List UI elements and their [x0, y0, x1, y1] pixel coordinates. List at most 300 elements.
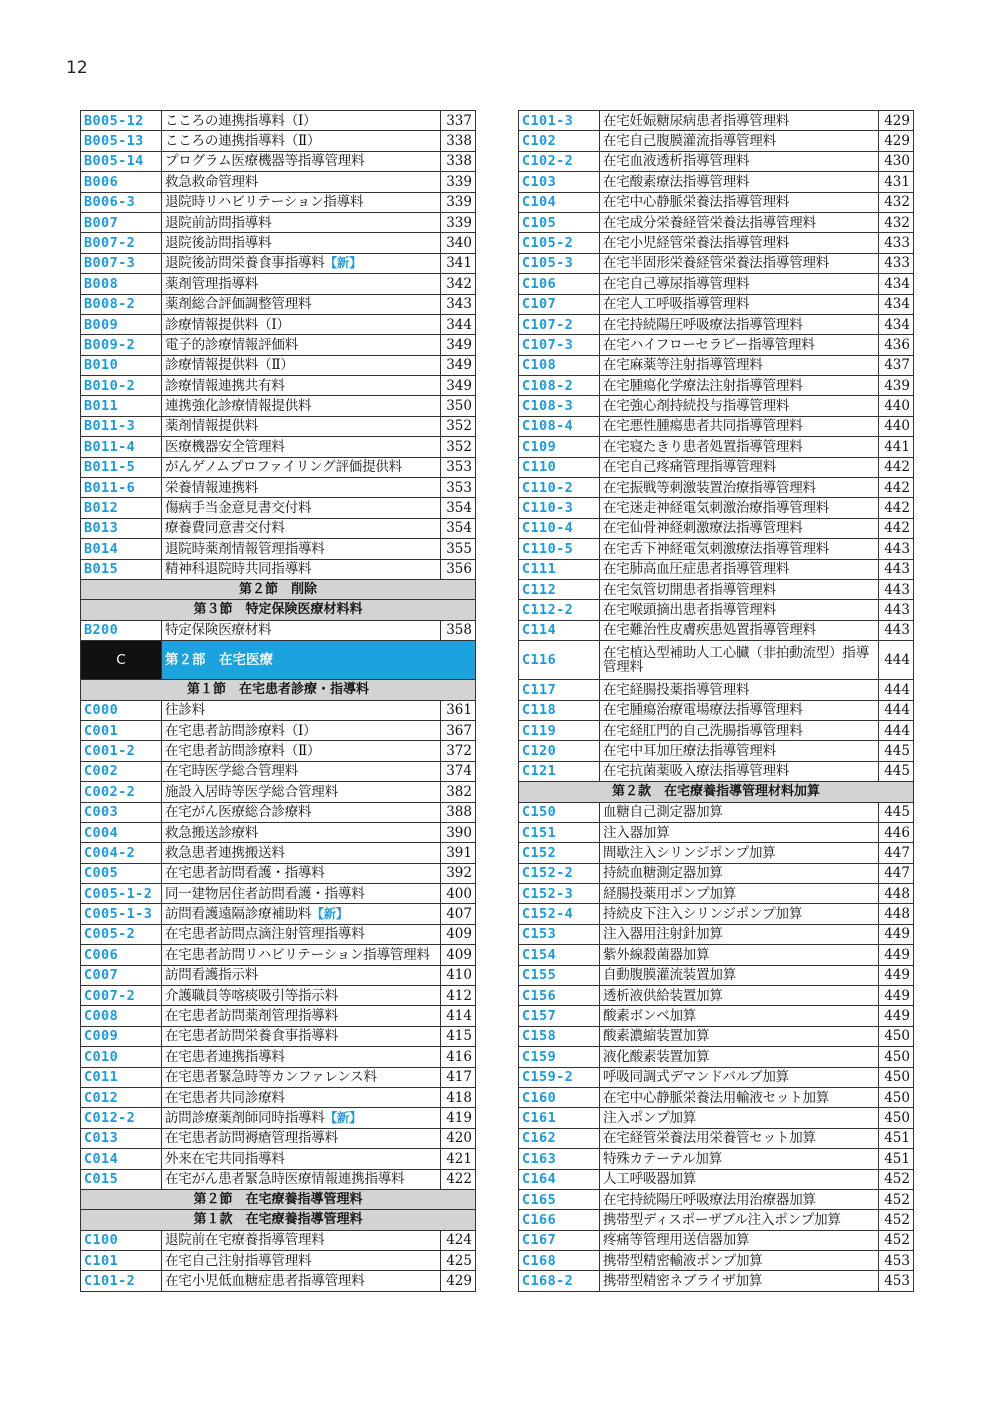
index-entry-row — [519, 274, 914, 294]
index-entry-row — [519, 539, 914, 559]
item-code: C117 — [519, 680, 600, 700]
item-name-text: 在宅中耳加圧療法指導管理料 — [603, 742, 776, 759]
page-ref: 337 — [441, 111, 476, 131]
item-code: B005-13 — [81, 131, 162, 151]
item-name-text: 療養費同意書交付料 — [165, 520, 285, 537]
page-ref: 444 — [879, 680, 914, 700]
item-name-text: 在宅小児経管栄養法指導管理料 — [603, 234, 790, 251]
page-ref: 432 — [879, 212, 914, 232]
item-code: C109 — [519, 437, 600, 457]
index-entry-row — [519, 700, 914, 720]
page-ref: 450 — [879, 1108, 914, 1128]
item-name — [162, 1251, 441, 1271]
item-name-text: 在宅患者連携指導料 — [165, 1048, 285, 1065]
item-name — [600, 253, 879, 273]
index-entry-row — [81, 945, 476, 965]
index-column-left — [80, 110, 476, 1292]
section-header: 第１款 在宅療養指導管理料 — [81, 1210, 476, 1230]
item-name-text: 透析液供給装置加算 — [603, 987, 723, 1004]
page-ref: 448 — [879, 904, 914, 924]
page-ref: 434 — [879, 294, 914, 314]
index-entry-row — [519, 253, 914, 273]
page-ref: 353 — [441, 457, 476, 477]
item-name — [162, 904, 441, 924]
item-name — [600, 478, 879, 498]
index-column-right — [518, 110, 914, 1292]
item-name-text: 施設入居時等医学総合管理料 — [165, 783, 338, 800]
item-name-text: 栄養情報連携料 — [165, 479, 259, 496]
item-code: C013 — [81, 1128, 162, 1148]
item-code: C152 — [519, 843, 600, 863]
item-code: C007 — [81, 965, 162, 985]
item-name — [162, 924, 441, 944]
item-name — [600, 1006, 879, 1026]
item-code: C101-2 — [81, 1271, 162, 1291]
new-badge: 【新】 — [324, 255, 362, 271]
item-name — [600, 904, 879, 924]
index-entry-row — [81, 376, 476, 396]
item-name — [600, 1230, 879, 1250]
item-name — [600, 924, 879, 944]
item-name-text: 在宅患者訪問点滴注射管理指導料 — [165, 926, 365, 943]
page-ref: 421 — [441, 1149, 476, 1169]
page-ref: 453 — [879, 1251, 914, 1271]
index-entry-row — [81, 518, 476, 538]
index-entry-row — [81, 1026, 476, 1046]
index-entry-row — [81, 741, 476, 761]
section-header: 第２款 在宅療養指導管理材料加算 — [519, 782, 914, 802]
item-code: C152-3 — [519, 884, 600, 904]
item-code: B011-3 — [81, 416, 162, 436]
page-ref: 433 — [879, 253, 914, 273]
index-entry-row — [519, 1230, 914, 1250]
page-ref: 344 — [441, 314, 476, 334]
index-entry-row — [519, 600, 914, 620]
index-entry-row — [81, 782, 476, 802]
index-entry-row — [519, 1271, 914, 1291]
index-entry-row — [81, 863, 476, 883]
index-entry-row — [81, 761, 476, 781]
item-name-text: 人工呼吸器加算 — [603, 1171, 697, 1188]
item-code: C105-2 — [519, 233, 600, 253]
item-name-text: 救急搬送診療料 — [165, 824, 259, 841]
page-ref: 425 — [441, 1251, 476, 1271]
item-name-text: 退院前在宅療養指導管理料 — [165, 1232, 325, 1249]
item-code: C114 — [519, 620, 600, 640]
item-code: C108-3 — [519, 396, 600, 416]
item-code: C003 — [81, 802, 162, 822]
page-ref: 449 — [879, 945, 914, 965]
item-name — [600, 294, 879, 314]
page-ref: 443 — [879, 579, 914, 599]
item-name — [162, 396, 441, 416]
item-name-text: 在宅腫瘍化学療法注射指導管理料 — [603, 377, 803, 394]
item-name-text: 在宅自己注射指導管理料 — [165, 1252, 312, 1269]
item-code: B200 — [81, 620, 162, 640]
page-ref: 390 — [441, 822, 476, 842]
item-name — [600, 1128, 879, 1148]
index-entry-row — [81, 294, 476, 314]
item-name — [162, 1149, 441, 1169]
item-name-text: 在宅悪性腫瘍患者共同指導管理料 — [603, 418, 803, 435]
item-name — [600, 1189, 879, 1209]
item-code: C152-2 — [519, 863, 600, 883]
item-name — [600, 720, 879, 740]
page-ref: 452 — [879, 1169, 914, 1189]
page-ref: 442 — [879, 457, 914, 477]
index-entry-row — [519, 641, 914, 680]
page-ref: 407 — [441, 904, 476, 924]
page-ref: 417 — [441, 1067, 476, 1087]
item-code: C107-2 — [519, 314, 600, 334]
item-name-text: 在宅仙骨神経刺激療法指導管理料 — [603, 520, 803, 537]
item-name — [162, 294, 441, 314]
page-ref: 374 — [441, 761, 476, 781]
item-name — [162, 151, 441, 171]
page-ref: 349 — [441, 376, 476, 396]
page-ref: 432 — [879, 192, 914, 212]
page-ref: 388 — [441, 802, 476, 822]
item-name-text: 在宅舌下神経電気刺激療法指導管理料 — [603, 540, 830, 557]
item-code: C006 — [81, 945, 162, 965]
item-code: C102-2 — [519, 151, 600, 171]
item-name-text: 在宅自己腹膜灌流指導管理料 — [603, 133, 776, 149]
item-code: C014 — [81, 1149, 162, 1169]
item-name-text: 酸素濃縮装置加算 — [603, 1028, 710, 1045]
item-name — [162, 965, 441, 985]
item-code: C005-1-3 — [81, 904, 162, 924]
item-name — [162, 720, 441, 740]
item-name — [162, 1026, 441, 1046]
page-ref: 440 — [879, 396, 914, 416]
item-code: C101 — [81, 1251, 162, 1271]
page-ref: 354 — [441, 498, 476, 518]
item-name — [162, 822, 441, 842]
item-name-text: 在宅喉頭摘出患者指導管理料 — [603, 601, 776, 618]
item-name — [600, 579, 879, 599]
item-code: C100 — [81, 1230, 162, 1250]
index-entry-row — [81, 416, 476, 436]
item-name — [162, 192, 441, 212]
item-name — [600, 802, 879, 822]
page-ref: 447 — [879, 843, 914, 863]
item-name-text: 間歇注入シリンジポンプ加算 — [603, 844, 776, 861]
item-name — [600, 761, 879, 781]
item-name — [162, 274, 441, 294]
item-name-text: こころの連携指導料（Ⅰ） — [165, 112, 317, 129]
index-entry-row — [519, 761, 914, 781]
index-entry-row — [519, 437, 914, 457]
item-name-text: 在宅患者共同診療料 — [165, 1089, 285, 1106]
index-entry-row — [81, 335, 476, 355]
item-name-text: 液化酸素装置加算 — [603, 1048, 710, 1065]
item-code: C121 — [519, 761, 600, 781]
index-entry-row — [81, 111, 476, 131]
item-name — [162, 416, 441, 436]
item-name-text: こころの連携指導料（Ⅱ） — [165, 133, 321, 149]
item-code: C168-2 — [519, 1271, 600, 1291]
item-name — [162, 1087, 441, 1107]
page-ref: 444 — [879, 720, 914, 740]
page-ref: 445 — [879, 741, 914, 761]
item-name — [600, 172, 879, 192]
item-name-text: がんゲノムプロファイリング評価提供料 — [165, 459, 402, 476]
item-name-text: 在宅中心静脈栄養法用輸液セット加算 — [603, 1089, 830, 1106]
index-entry-row — [81, 233, 476, 253]
item-code: C153 — [519, 924, 600, 944]
index-entry-row — [519, 151, 914, 171]
page-ref: 448 — [879, 884, 914, 904]
page-ref: 422 — [441, 1169, 476, 1189]
index-entry-row — [81, 1251, 476, 1271]
item-name-text: 在宅患者訪問褥瘡管理指導料 — [165, 1130, 338, 1147]
index-entry-row — [519, 294, 914, 314]
item-name-text: 在宅腫瘍治療電場療法指導管理料 — [603, 702, 803, 719]
page-ref: 339 — [441, 172, 476, 192]
page-ref: 439 — [879, 376, 914, 396]
page-ref: 352 — [441, 437, 476, 457]
item-name — [162, 884, 441, 904]
item-name-text: 在宅持続陽圧呼吸療法指導管理料 — [603, 316, 803, 333]
item-name-text: 傷病手当金意見書交付料 — [165, 500, 312, 517]
item-name — [600, 457, 879, 477]
item-name — [162, 1006, 441, 1026]
item-name-text: 在宅小児低血糖症患者指導管理料 — [165, 1273, 365, 1290]
page-ref: 338 — [441, 131, 476, 151]
page-ref: 361 — [441, 700, 476, 720]
page-ref: 450 — [879, 1026, 914, 1046]
page-ref: 355 — [441, 539, 476, 559]
item-code: C012-2 — [81, 1108, 162, 1128]
item-name — [600, 498, 879, 518]
index-entry-row — [519, 680, 914, 700]
page-ref: 453 — [879, 1271, 914, 1291]
index-entry-row — [81, 478, 476, 498]
item-name — [600, 111, 879, 131]
item-code: C106 — [519, 274, 600, 294]
page-ref: 391 — [441, 843, 476, 863]
index-entry-row — [81, 559, 476, 579]
item-name-text: 在宅患者訪問栄養食事指導料 — [165, 1028, 338, 1045]
index-entry-row — [81, 437, 476, 457]
item-name-text: 退院後訪問指導料 — [165, 234, 272, 251]
item-name — [162, 253, 441, 273]
index-entry-row — [81, 539, 476, 559]
item-name — [162, 457, 441, 477]
item-name — [162, 863, 441, 883]
section-header-row — [81, 680, 476, 700]
item-name-text: 訪問看護遠隔診療補助料 — [165, 906, 312, 923]
item-name — [600, 620, 879, 640]
item-name-text: 在宅時医学総合管理料 — [165, 763, 298, 780]
page-ref: 382 — [441, 782, 476, 802]
item-name-text: 在宅患者訪問看護・指導料 — [165, 865, 325, 882]
index-entry-row — [81, 172, 476, 192]
index-entry-row — [81, 720, 476, 740]
item-code: C001 — [81, 720, 162, 740]
index-entry-row — [81, 131, 476, 151]
index-entry-row — [519, 314, 914, 334]
page-ref: 450 — [879, 1047, 914, 1067]
page-ref: 440 — [879, 416, 914, 436]
index-entry-row — [519, 478, 914, 498]
item-name — [600, 274, 879, 294]
item-code: B011 — [81, 396, 162, 416]
index-entry-row — [81, 1108, 476, 1128]
item-code: C168 — [519, 1251, 600, 1271]
page-ref: 451 — [879, 1128, 914, 1148]
item-name-text: 電子的診療情報評価料 — [165, 336, 298, 353]
page-ref: 350 — [441, 396, 476, 416]
item-code: C002-2 — [81, 782, 162, 802]
page-ref: 367 — [441, 720, 476, 740]
section-header-row — [81, 579, 476, 599]
page-ref: 449 — [879, 924, 914, 944]
page-ref: 429 — [441, 1271, 476, 1291]
item-code: C163 — [519, 1149, 600, 1169]
item-name-text: 訪問診療薬剤師同時指導料 — [165, 1109, 325, 1126]
index-entry-row — [519, 396, 914, 416]
item-name-text: 注入器加算 — [603, 824, 670, 841]
item-code: C110-4 — [519, 518, 600, 538]
item-name-text: 在宅中心静脈栄養法指導管理料 — [603, 194, 790, 211]
item-name — [600, 233, 879, 253]
index-entry-row — [81, 1149, 476, 1169]
index-entry-row — [81, 1271, 476, 1291]
item-name — [600, 1108, 879, 1128]
page-ref: 414 — [441, 1006, 476, 1026]
index-table-left — [80, 110, 476, 1292]
page-ref: 429 — [879, 111, 914, 131]
item-name-text: 注入器用注射針加算 — [603, 926, 723, 943]
item-code: C155 — [519, 965, 600, 985]
item-name — [600, 539, 879, 559]
item-name-text: 介護職員等喀痰吸引等指示料 — [165, 987, 338, 1004]
item-name-text: 在宅半固形栄養経管栄養法指導管理料 — [603, 255, 830, 272]
item-name — [162, 355, 441, 375]
index-entry-row — [519, 1189, 914, 1209]
item-code: C008 — [81, 1006, 162, 1026]
item-code: C162 — [519, 1128, 600, 1148]
item-name-text: 在宅自己疼痛管理指導管理料 — [603, 459, 776, 476]
item-name-text: 在宅がん医療総合診療料 — [165, 804, 312, 821]
item-name — [162, 518, 441, 538]
page-ref: 342 — [441, 274, 476, 294]
item-name-text: 診療情報連携共有料 — [165, 377, 285, 394]
item-name-text: 在宅患者訪問診療料（Ⅰ） — [165, 722, 317, 739]
page-ref: 392 — [441, 863, 476, 883]
item-name — [162, 741, 441, 761]
section-header: 第２節 削除 — [81, 579, 476, 599]
item-name — [162, 843, 441, 863]
item-name — [162, 559, 441, 579]
item-code: C166 — [519, 1210, 600, 1230]
item-name — [600, 1047, 879, 1067]
item-name-text: 薬剤管理指導料 — [165, 275, 259, 292]
item-code: B005-12 — [81, 111, 162, 131]
item-name-text: 在宅患者訪問薬剤管理指導料 — [165, 1008, 338, 1025]
item-code: B013 — [81, 518, 162, 538]
item-name — [162, 1047, 441, 1067]
item-code: C105 — [519, 212, 600, 232]
page-ref: 338 — [441, 151, 476, 171]
item-name — [162, 1271, 441, 1291]
item-code: C110-2 — [519, 478, 600, 498]
index-entry-row — [81, 884, 476, 904]
item-name-text: 在宅経管栄養法用栄養管セット加算 — [603, 1130, 816, 1147]
page-ref: 437 — [879, 355, 914, 375]
item-code: C116 — [519, 641, 600, 680]
page-ref: 443 — [879, 539, 914, 559]
item-name — [600, 192, 879, 212]
item-code: C005-1-2 — [81, 884, 162, 904]
item-name-text: 在宅ハイフローセラピー指導管理料 — [603, 336, 815, 353]
item-name-text: 特殊カテーテル加算 — [603, 1150, 723, 1167]
item-code: C165 — [519, 1189, 600, 1209]
item-code: C120 — [519, 741, 600, 761]
item-name-text: プログラム医療機器等指導管理料 — [165, 153, 365, 170]
page-ref: 419 — [441, 1108, 476, 1128]
index-table-right — [518, 110, 914, 1292]
item-name-text: 疼痛等管理用送信器加算 — [603, 1232, 750, 1249]
index-entry-row — [519, 1087, 914, 1107]
item-name — [600, 314, 879, 334]
index-entry-row — [519, 1210, 914, 1230]
item-name-text: 自動腹膜灌流装置加算 — [603, 967, 736, 984]
page-ref: 352 — [441, 416, 476, 436]
item-code: B011-5 — [81, 457, 162, 477]
item-name-text: 在宅難治性皮膚疾患処置指導管理料 — [603, 622, 816, 639]
item-name — [162, 233, 441, 253]
item-code: C156 — [519, 986, 600, 1006]
item-name — [162, 986, 441, 1006]
item-name — [162, 945, 441, 965]
page-ref: 400 — [441, 884, 476, 904]
index-entry-row — [81, 843, 476, 863]
item-code: C151 — [519, 822, 600, 842]
item-name-text: 退院後訪問栄養食事指導料 — [165, 255, 325, 272]
section-header: 第３節 特定保険医療材料料 — [81, 600, 476, 620]
item-name — [162, 1169, 441, 1189]
item-name — [600, 741, 879, 761]
index-entry-row — [81, 1006, 476, 1026]
item-name — [162, 498, 441, 518]
index-entry-row — [519, 457, 914, 477]
item-code: C004 — [81, 822, 162, 842]
page-ref: 412 — [441, 986, 476, 1006]
item-code: B010-2 — [81, 376, 162, 396]
index-entry-row — [81, 1230, 476, 1250]
item-code: B007-3 — [81, 253, 162, 273]
item-name — [600, 151, 879, 171]
page-ref: 447 — [879, 863, 914, 883]
item-name-text: 携帯型精密ネブライザ加算 — [603, 1273, 763, 1290]
new-badge: 【新】 — [324, 1109, 362, 1125]
item-name — [600, 1067, 879, 1087]
index-entry-row — [519, 1169, 914, 1189]
index-entry-row — [519, 498, 914, 518]
index-entry-row — [519, 1067, 914, 1087]
index-entry-row — [519, 233, 914, 253]
item-name-text: 在宅妊娠糖尿病患者指導管理料 — [603, 112, 790, 129]
index-entry-row — [81, 965, 476, 985]
index-entry-row — [519, 416, 914, 436]
item-name — [600, 559, 879, 579]
page-ref: 415 — [441, 1026, 476, 1046]
index-entry-row — [81, 1169, 476, 1189]
item-code: B007-2 — [81, 233, 162, 253]
item-name-text: 携帯型ディスポーザブル注入ポンプ加算 — [603, 1211, 841, 1228]
